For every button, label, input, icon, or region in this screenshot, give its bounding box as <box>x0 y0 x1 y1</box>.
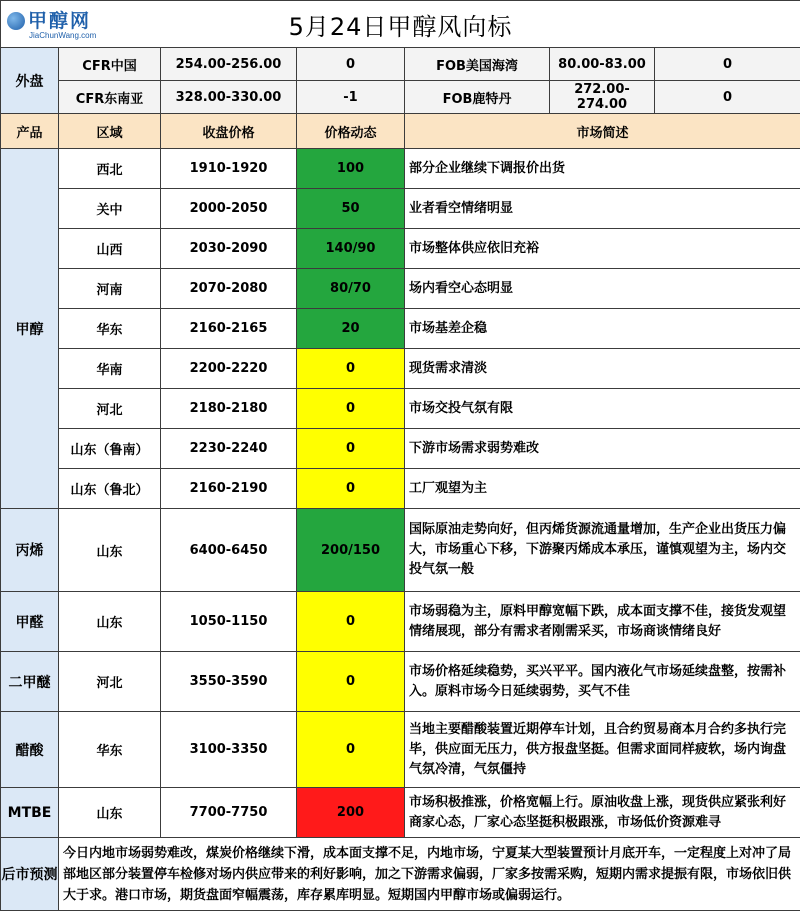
table-row <box>1 349 800 389</box>
price-cell: 1910-1920 <box>161 149 297 189</box>
product-label: 丙烯 <box>1 509 59 592</box>
desc-cell: 业者看空情绪明显 <box>405 189 800 229</box>
ext-left-price: 328.00-330.00 <box>161 81 297 114</box>
column-header-region: 区域 <box>59 114 161 149</box>
forecast-text: 今日内地市场弱势难改，煤炭价格继续下滑，成本面支撑不足，内地市场，宁夏某大型装置预计月底开车，一定程度上对冲了局部地区部分装置停车检修对场内供应带来的利好影响，加之下游需求偏弱，厂家多按需采购，短期内需求提振有限，市场依旧供大于求。港口市场，期货盘面窄幅震荡，库存累库明显。短期国内甲醇市场或偏弱运行。 <box>59 838 800 911</box>
external-label: 外盘 <box>1 48 59 114</box>
price-cell: 2000-2050 <box>161 189 297 229</box>
change-cell: 80/70 <box>297 269 405 309</box>
ext-right-price: 272.00-274.00 <box>550 81 655 114</box>
column-header-product: 产品 <box>1 114 59 149</box>
ext-right-region: FOB美国海湾 <box>405 48 550 81</box>
ext-right-region: FOB鹿特丹 <box>405 81 550 114</box>
desc-cell: 下游市场需求弱势难改 <box>405 429 800 469</box>
desc-cell: 市场交投气氛有限 <box>405 389 800 429</box>
desc-cell: 工厂观望为主 <box>405 469 800 509</box>
price-cell: 3100-3350 <box>161 712 297 788</box>
change-cell: 0 <box>297 592 405 652</box>
product-label: 甲醛 <box>1 592 59 652</box>
region-cell: 山东 <box>59 509 161 592</box>
region-cell: 华南 <box>59 349 161 389</box>
region-cell: 河南 <box>59 269 161 309</box>
desc-cell: 市场整体供应依旧充裕 <box>405 229 800 269</box>
price-cell: 7700-7750 <box>161 788 297 838</box>
change-cell: 140/90 <box>297 229 405 269</box>
region-cell: 山东 <box>59 788 161 838</box>
desc-cell: 市场价格延续稳势，买兴平平。国内液化气市场延续盘整，按需补入。原料市场今日延续弱势，买气不佳 <box>405 652 800 712</box>
table-row <box>1 189 800 229</box>
ext-left-price: 254.00-256.00 <box>161 48 297 81</box>
table-row <box>1 652 800 712</box>
ext-left-change: 0 <box>297 48 405 81</box>
table-row <box>1 309 800 349</box>
table-row <box>1 469 800 509</box>
change-cell: 0 <box>297 429 405 469</box>
price-cell: 1050-1150 <box>161 592 297 652</box>
table-row <box>1 149 800 189</box>
change-cell: 50 <box>297 189 405 229</box>
logo-name: 甲醇网 <box>28 10 91 32</box>
column-header-price: 收盘价格 <box>161 114 297 149</box>
page-title: 5月24日甲醇风向标 <box>289 13 513 41</box>
region-cell: 山西 <box>59 229 161 269</box>
price-cell: 3550-3590 <box>161 652 297 712</box>
ext-left-region: CFR东南亚 <box>59 81 161 114</box>
region-cell: 华东 <box>59 712 161 788</box>
forecast-row <box>1 838 800 911</box>
region-cell: 关中 <box>59 189 161 229</box>
desc-cell: 市场积极推涨，价格宽幅上行。原油收盘上涨，现货供应紧张利好商家心态，厂家心态坚挺积极跟涨，市场低价资源难寻 <box>405 788 800 838</box>
desc-cell: 市场基差企稳 <box>405 309 800 349</box>
region-cell: 山东（鲁北） <box>59 469 161 509</box>
column-header-change: 价格动态 <box>297 114 405 149</box>
change-cell: 200 <box>297 788 405 838</box>
price-cell: 2070-2080 <box>161 269 297 309</box>
table-row <box>1 509 800 592</box>
ext-left-region: CFR中国 <box>59 48 161 81</box>
region-cell: 山东（鲁南） <box>59 429 161 469</box>
price-cell: 2160-2165 <box>161 309 297 349</box>
product-label: 甲醇 <box>1 149 59 509</box>
ext-right-change: 0 <box>655 48 800 81</box>
desc-cell: 国际原油走势向好，但丙烯货源流通量增加，生产企业出货压力偏大，市场重心下移，下游聚丙烯成本承压，谨慎观望为主，场内交投气氛一般 <box>405 509 800 592</box>
price-cell: 2230-2240 <box>161 429 297 469</box>
region-cell: 河北 <box>59 652 161 712</box>
table-row <box>1 389 800 429</box>
change-cell: 100 <box>297 149 405 189</box>
logo-site: JiaChunWang.com <box>29 31 96 40</box>
ext-right-price: 80.00-83.00 <box>550 48 655 81</box>
region-cell: 华东 <box>59 309 161 349</box>
desc-cell: 市场弱稳为主，原料甲醇宽幅下跌，成本面支撑不佳，接货发观望情绪展现，部分有需求者刚需采买，市场商谈情绪良好 <box>405 592 800 652</box>
change-cell: 0 <box>297 469 405 509</box>
price-cell: 2030-2090 <box>161 229 297 269</box>
desc-cell: 场内看空心态明显 <box>405 269 800 309</box>
table-row <box>1 788 800 838</box>
table-row <box>1 229 800 269</box>
desc-cell: 部分企业继续下调报价出货 <box>405 149 800 189</box>
desc-cell: 当地主要醋酸装置近期停车计划，且合约贸易商本月合约多执行完毕，供应面无压力，供方报盘坚挺。但需求面同样疲软，场内询盘气氛冷清，气氛僵持 <box>405 712 800 788</box>
table-row <box>1 429 800 469</box>
change-cell: 20 <box>297 309 405 349</box>
price-cell: 2160-2190 <box>161 469 297 509</box>
globe-icon <box>7 12 25 30</box>
column-header-desc: 市场简述 <box>405 114 800 149</box>
region-cell: 河北 <box>59 389 161 429</box>
change-cell: 0 <box>297 349 405 389</box>
change-cell: 0 <box>297 652 405 712</box>
region-cell: 西北 <box>59 149 161 189</box>
site-logo <box>7 6 96 40</box>
price-cell: 2200-2220 <box>161 349 297 389</box>
price-cell: 2180-2180 <box>161 389 297 429</box>
ext-left-change: -1 <box>297 81 405 114</box>
title-bar <box>1 1 800 48</box>
price-cell: 6400-6450 <box>161 509 297 592</box>
table-row <box>1 269 800 309</box>
change-cell: 200/150 <box>297 509 405 592</box>
desc-cell: 现货需求清淡 <box>405 349 800 389</box>
change-cell: 0 <box>297 712 405 788</box>
forecast-label: 后市预测 <box>1 838 59 911</box>
table-row <box>1 592 800 652</box>
product-label: MTBE <box>1 788 59 838</box>
change-cell: 0 <box>297 389 405 429</box>
table-row <box>1 712 800 788</box>
product-label: 二甲醚 <box>1 652 59 712</box>
ext-right-change: 0 <box>655 81 800 114</box>
region-cell: 山东 <box>59 592 161 652</box>
product-label: 醋酸 <box>1 712 59 788</box>
